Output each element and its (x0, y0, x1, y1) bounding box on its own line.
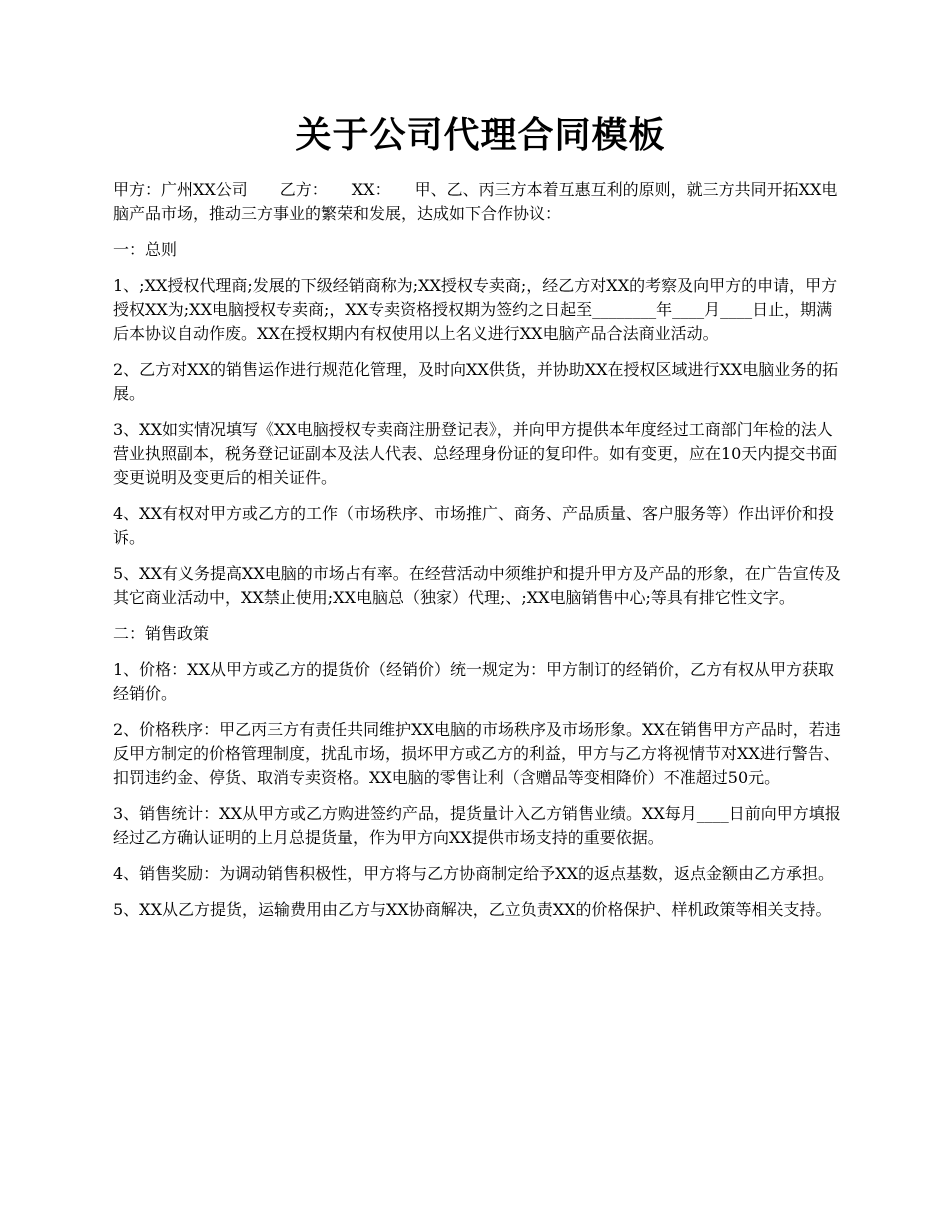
document-page (113, 110, 848, 934)
clause-paragraph: 5、XX有义务提高XX电脑的市场占有率。在经营活动中须维护和提升甲方及产品的形象，在广告宣传及其它商业活动中，XX禁止使用;XX电脑总（独家）代理;、;XX电脑销售中心;等具有排它性文字。 (113, 564, 841, 607)
section-heading-general: 一：总则 (113, 240, 178, 259)
clause-paragraph: 2、乙方对XX的销售运作进行规范化管理，及时向XX供货，并协助XX在授权区域进行XX电脑业务的拓展。 (113, 360, 839, 403)
clause-paragraph: 3、XX如实情况填写《XX电脑授权专卖商注册登记表》，并向甲方提供本年度经过工商部门年检的法人营业执照副本，税务登记证副本及法人代表、总经理身份证的复印件。如有变更，应在10天内提交书面变更说明及变更后的相关证件。 (113, 420, 838, 487)
clause-paragraph: 1、;XX授权代理商;发展的下级经销商称为;XX授权专卖商;，经乙方对XX的考察及向甲方的申请，甲方授权XX为;XX电脑授权专卖商;，XX专卖资格授权期为签约之日起至________年____月____日止，期满后本协议自动作废。XX在授权期内有权使用以上名义进行XX电脑产品合法商业活动。 (113, 276, 838, 343)
clause-paragraph: 4、销售奖励：为调动销售积极性，甲方将与乙方协商制定给予XX的返点基数，返点金额由乙方承担。 (113, 864, 834, 883)
clause-paragraph: 5、XX从乙方提货，运输费用由乙方与XX协商解决，乙立负责XX的价格保护、样机政策等相关支持。 (113, 900, 832, 919)
section-heading-sales-policy: 二：销售政策 (113, 624, 210, 643)
clause-paragraph: 4、XX有权对甲方或乙方的工作（市场秩序、市场推广、商务、产品质量、客户服务等）作出评价和投诉。 (113, 504, 834, 547)
clause-paragraph: 1、价格：XX从甲方或乙方的提货价（经销价）统一规定为：甲方制订的经销价，乙方有权从甲方获取经销价。 (113, 660, 834, 703)
clause-paragraph: 2、价格秩序：甲乙丙三方有责任共同维护XX电脑的市场秩序及市场形象。XX在销售甲方产品时，若违反甲方制定的价格管理制度，扰乱市场，损坏甲方或乙方的利益，甲方与乙方将视情节对XX进行警告、扣罚违约金、停货、取消专卖资格。XX电脑的零售让利（含赠品等变相降价）不准超过50元。 (113, 720, 841, 787)
intro-paragraph: 甲方：广州XX公司 乙方： XX： 甲、乙、丙三方本着互惠互利的原则，就三方共同开拓XX电脑产品市场，推动三方事业的繁荣和发展，达成如下合作协议： (113, 180, 838, 223)
document-title: 关于公司代理合同模板 (295, 115, 666, 156)
clause-paragraph: 3、销售统计：XX从甲方或乙方购进签约产品，提货量计入乙方销售业绩。XX每月____日前向甲方填报经过乙方确认证明的上月总提货量，作为甲方向XX提供市场支持的重要依据。 (113, 804, 841, 847)
